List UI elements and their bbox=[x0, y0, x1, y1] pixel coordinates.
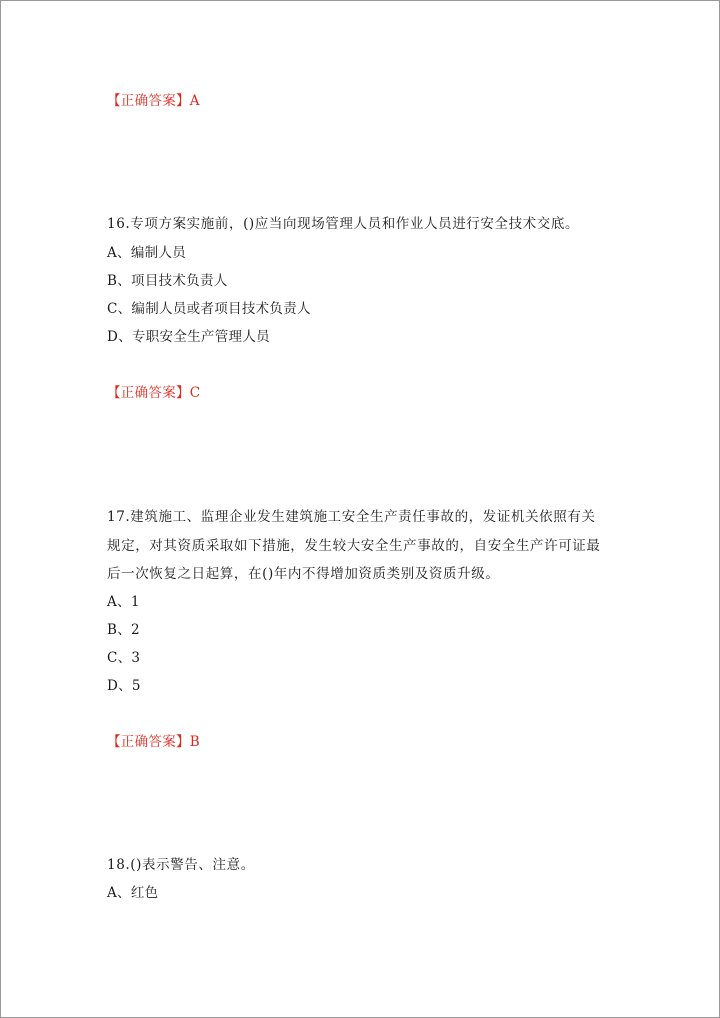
answer-label: 【正确答案】B bbox=[107, 734, 201, 750]
q17-option-d: D、5 bbox=[107, 678, 141, 694]
question-17-line-3: 后一次恢复之日起算，在()年内不得增加资质类别及资质升级。 bbox=[107, 566, 500, 582]
q16-option-d: D、专职安全生产管理人员 bbox=[107, 329, 270, 345]
answer-label: 【正确答案】A bbox=[107, 93, 200, 109]
question-16-text: 16.专项方案实施前，()应当向现场管理人员和作业人员进行安全技术交底。 bbox=[107, 216, 580, 232]
q16-option-b: B、项目技术负责人 bbox=[107, 273, 228, 289]
q16-option-c: C、编制人员或者项目技术负责人 bbox=[107, 301, 311, 317]
q16-option-a: A、编制人员 bbox=[107, 245, 187, 261]
q17-option-a: A、1 bbox=[107, 594, 140, 610]
q17-option-b: B、2 bbox=[107, 622, 140, 638]
q18-option-a: A、红色 bbox=[107, 885, 159, 901]
q17-option-c: C、3 bbox=[107, 650, 141, 666]
question-18-text: 18.()表示警告、注意。 bbox=[107, 857, 255, 873]
question-17-line-2: 规定，对其资质采取如下措施，发生较大安全生产事故的，自安全生产许可证最 bbox=[107, 538, 601, 554]
question-17-line-1: 17.建筑施工、监理企业发生建筑施工安全生产责任事故的，发证机关依照有关 bbox=[107, 509, 596, 525]
answer-label: 【正确答案】C bbox=[107, 385, 201, 401]
